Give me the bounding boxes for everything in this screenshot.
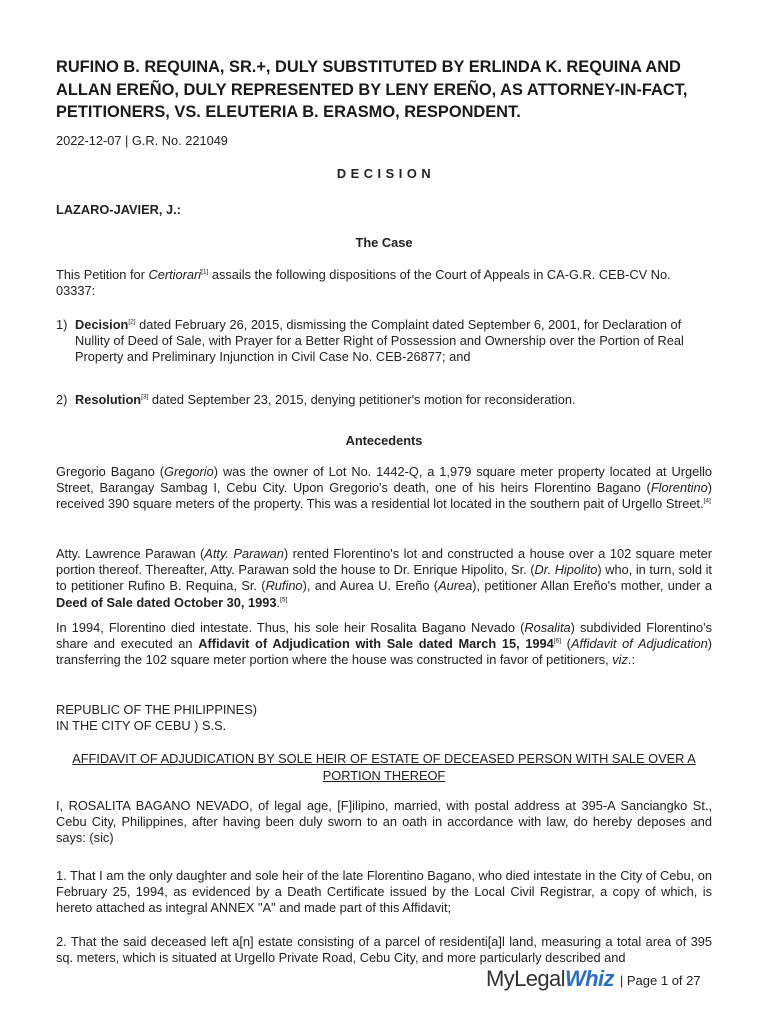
footnote-ref[interactable]: [1] <box>201 268 209 276</box>
footnote-ref[interactable]: [3] <box>141 393 149 401</box>
page-footer <box>486 961 701 991</box>
certiorari-term: Certiorari <box>148 267 202 282</box>
footnote-ref[interactable]: [5] <box>280 596 288 604</box>
list-item: 1) Decision[2] dated February 26, 2015, dismissing the Complaint dated September 6, 2001, for Declaration of Nullity of Deed of Sale, with Prayer for a Better Right of Possession and Ownership over the Portion of Real Property and Preliminary Injunction in Civil Case No. CEB-26877; and <box>56 317 684 365</box>
mylegalwhiz-logo: MyLegalWhiz <box>486 966 614 991</box>
list-item: 2) Resolution[3] dated September 23, 2015, denying petitioner's motion for reconsideration. <box>56 392 576 407</box>
footnote-ref[interactable]: [4] <box>703 498 711 506</box>
paragraph-item-2: 2. That the said deceased left a[n] estate consisting of a parcel of residenti[a]l land, measuring a total area of 395 sq. meters, which is situated at Urgello Private Road, Cebu City, and more particularly described and <box>56 934 712 966</box>
paragraph-rosalita: In 1994, Florentino died intestate. Thus, his sole heir Rosalita Bagano Nevado (Rosalita) subdivided Florentino's share and executed an Affidavit of Adjudication with Sale dated March 15, 1994[6] (Affidavit of Adjudication) transferring the 102 square meter portion where the house was constructed in favor of petitioners, viz.: <box>56 620 713 668</box>
antecedents-heading: Antecedents <box>345 433 423 448</box>
paragraph-gregorio: Gregorio Bagano (Gregorio) was the owner of Lot No. 1442-Q, a 1,979 square meter property located at Urgello Street, Barangay Sambag I, Cebu City. Upon Gregorio's death, one of his heirs Florentino Bagano (Florentino) received 390 square meters of the property. This was a residential lot located in the southern pait of Urgello Street.[4] <box>56 464 713 512</box>
date-and-gr-number: 2022-12-07 | G.R. No. 221049 <box>56 133 228 148</box>
case-heading: The Case <box>355 235 413 250</box>
decision-heading: D E C I S I O N <box>336 166 432 181</box>
footnote-ref[interactable]: [6] <box>553 637 562 645</box>
ponente: LAZARO-JAVIER, J.: <box>56 202 181 217</box>
paragraph-affiant: I, ROSALITA BAGANO NEVADO, of legal age, [F]ilipino, married, with postal address at 395-A Sanciangko St., Cebu City, Philippines, after having been duly sworn to an oath in accordance with law, do hereby deposes and says: (sic) <box>56 798 712 846</box>
republic-line: REPUBLIC OF THE PHILIPPINES) <box>56 702 258 717</box>
footnote-ref[interactable]: [2] <box>128 318 136 326</box>
affidavit-title: AFFIDAVIT OF ADJUDICATION BY SOLE HEIR OF ESTATE OF DECEASED PERSON WITH SALE OVER A PORTION THEREOF <box>72 751 696 783</box>
city-line: IN THE CITY OF CEBU ) S.S. <box>56 718 227 733</box>
paragraph-parawan: Atty. Lawrence Parawan (Atty. Parawan) rented Florentino's lot and constructed a house over a 102 square meter portion thereof. Thereafter, Atty. Parawan sold the house to Dr. Enrique Hipolito, Sr. (Dr. Hipolito) who, in turn, sold it to petitioner Rufino B. Requina, Sr. (Rufino), and Aurea U. Ereño (Aurea), petitioner Allan Ereño's mother, under a Deed of Sale dated October 30, 1993.[5] <box>56 546 712 610</box>
page-number: | Page 1 of 27 <box>619 973 701 988</box>
case-title: RUFINO B. REQUINA, SR.+, DULY SUBSTITUTED BY ERLINDA K. REQUINA AND ALLAN EREÑO, DULY REPRESENTED BY LENY EREÑO, AS ATTORNEY-IN-FACT, PETITIONERS, VS. ELEUTERIA B. ERASMO, RESPONDENT. <box>56 58 688 121</box>
intro-paragraph: This Petition for Certiorari[1] assails the following dispositions of the Court of Appeals in CA-G.R. CEB-CV No. 03337: <box>56 267 671 299</box>
paragraph-item-1: 1. That I am the only daughter and sole heir of the late Florentino Bagano, who died intestate in the City of Cebu, on February 25, 1994, as evidenced by a Death Certificate issued by the Local Civil Registrar, a copy of which, is hereto attached as integral ANNEX "A" and made part of this Affidavit; <box>56 868 712 916</box>
